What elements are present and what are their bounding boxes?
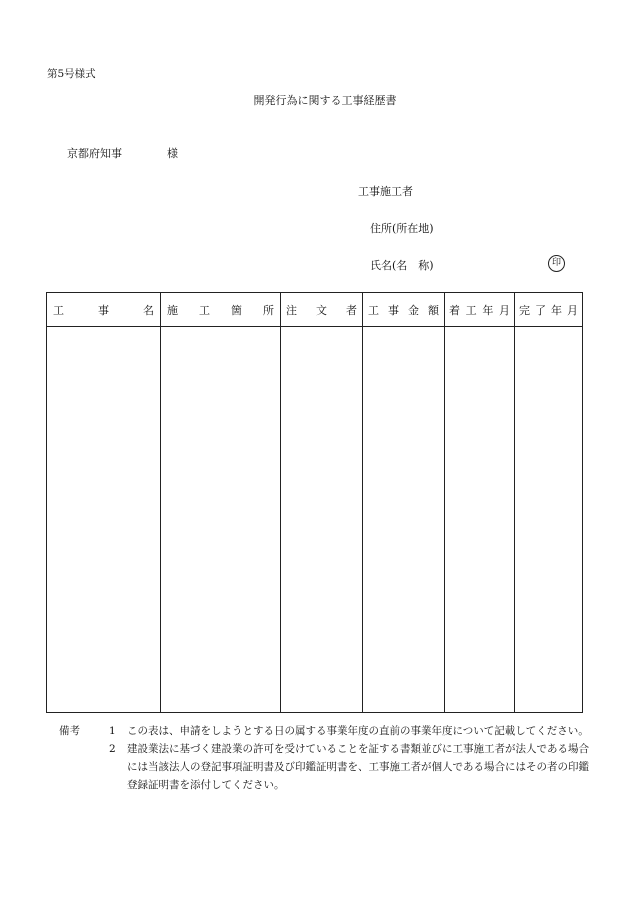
addressee-honorific: 様 bbox=[167, 147, 178, 160]
note-text: 建設業法に基づく建設業の許可を受けていることを証する書類並びに工事施工者が法人である場合には当該法人の登記事項証明書及び印鑑証明書を、工事施工者が個人である場合にはその者の印鑑登録証明書を添付してください。 bbox=[127, 743, 589, 791]
header-work-name: 工 事 名 bbox=[47, 293, 161, 327]
header-orderer: 注 文 者 bbox=[281, 293, 363, 327]
header-start-date: 着 工 年 月 bbox=[445, 293, 515, 327]
form-number: 第5号様式 bbox=[47, 68, 96, 80]
address-label: 住所(所在地) bbox=[370, 222, 434, 235]
notes-section bbox=[59, 722, 599, 794]
note-number: 2 bbox=[109, 743, 116, 755]
table-body-row bbox=[47, 327, 583, 713]
note-item bbox=[59, 740, 599, 794]
note-text: この表は、申請をしようとする日の属する事業年度の直前の事業年度について記載してください。 bbox=[127, 725, 589, 737]
cell-orderer[interactable] bbox=[281, 327, 363, 713]
note-number: 1 bbox=[109, 725, 116, 737]
note-item bbox=[59, 722, 599, 740]
cell-completion-date[interactable] bbox=[515, 327, 583, 713]
header-amount: 工 事 金 額 bbox=[363, 293, 445, 327]
addressee-name: 京都府知事 bbox=[67, 147, 122, 160]
addressee-line bbox=[67, 145, 178, 161]
contractor-label: 工事施工者 bbox=[358, 185, 413, 198]
name-label: 氏名(名 称) bbox=[370, 259, 434, 272]
document-title: 開発行為に関する工事経歴書 bbox=[253, 94, 397, 107]
cell-amount[interactable] bbox=[363, 327, 445, 713]
seal-mark: 印 bbox=[548, 255, 565, 272]
header-work-location: 施 工 箇 所 bbox=[161, 293, 281, 327]
notes-lead: 備考 bbox=[59, 725, 80, 737]
work-history-table bbox=[46, 292, 583, 713]
cell-start-date[interactable] bbox=[445, 327, 515, 713]
cell-work-location[interactable] bbox=[161, 327, 281, 713]
cell-work-name[interactable] bbox=[47, 327, 161, 713]
header-completion-date: 完 了 年 月 bbox=[515, 293, 583, 327]
